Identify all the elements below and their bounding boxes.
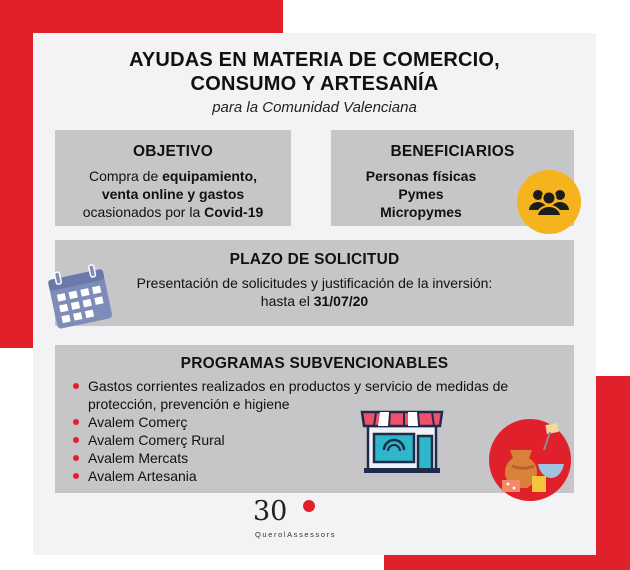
plazo-text [55, 274, 574, 310]
beneficiario-item: Pymes [398, 186, 444, 202]
plazo-box [55, 240, 574, 326]
page-title [33, 48, 596, 96]
shop-store-icon [358, 404, 446, 476]
beneficiarios-heading: BENEFICIARIOS [390, 143, 515, 160]
beneficiario-item: Personas físicas [365, 168, 477, 184]
logo-badge-icon [303, 500, 315, 512]
list-item-text: Avalem Comerç [88, 414, 188, 430]
list-item-text: Avalem Comerç Rural [88, 432, 225, 448]
list-item-text: Avalem Artesania [88, 468, 197, 484]
beneficiarios-list [331, 167, 511, 221]
objetivo-heading: OBJETIVO [133, 143, 213, 160]
bullet-icon [73, 419, 79, 425]
title-line-1: AYUDAS EN MATERIA DE COMERCIO, [129, 49, 500, 71]
programas-heading: PROGRAMAS SUBVENCIONABLES [180, 355, 449, 372]
beneficiario-item: Micropymes [380, 204, 462, 220]
objetivo-bold-2: venta online y gastos [101, 186, 245, 202]
bullet-icon [73, 473, 79, 479]
crafts-pottery-icon [488, 418, 572, 502]
list-item [67, 377, 574, 413]
objetivo-text [55, 167, 291, 221]
people-group-icon [517, 170, 581, 234]
plazo-line-2: hasta el [260, 293, 314, 309]
objetivo-box [55, 130, 291, 226]
logo-name: QuerolAssessors [255, 530, 337, 539]
objetivo-bold-3: Covid-19 [204, 204, 264, 220]
list-item-text: Avalem Mercats [88, 450, 189, 466]
plazo-heading: PLAZO DE SOLICITUD [229, 251, 400, 268]
objetivo-text-2: ocasionados por la [82, 204, 205, 220]
calendar-icon [42, 262, 118, 334]
bullet-icon [73, 437, 79, 443]
plazo-line-1: Presentación de solicitudes y justificación de la inversión: [136, 275, 493, 291]
objetivo-bold-1: equipamiento, [162, 168, 258, 184]
list-item-text: Gastos corrientes realizados en productos y servicio de medidas de protección, prevención e higiene [88, 378, 509, 412]
bullet-icon [73, 383, 79, 389]
logo-number: 30 [253, 496, 288, 527]
objetivo-text-1: Compra de [88, 168, 163, 184]
title-line-2: CONSUMO Y ARTESANÍA [190, 73, 439, 95]
plazo-date: 31/07/20 [313, 293, 369, 309]
page-subtitle: para la Comunidad Valenciana [212, 99, 417, 116]
bullet-icon [73, 455, 79, 461]
